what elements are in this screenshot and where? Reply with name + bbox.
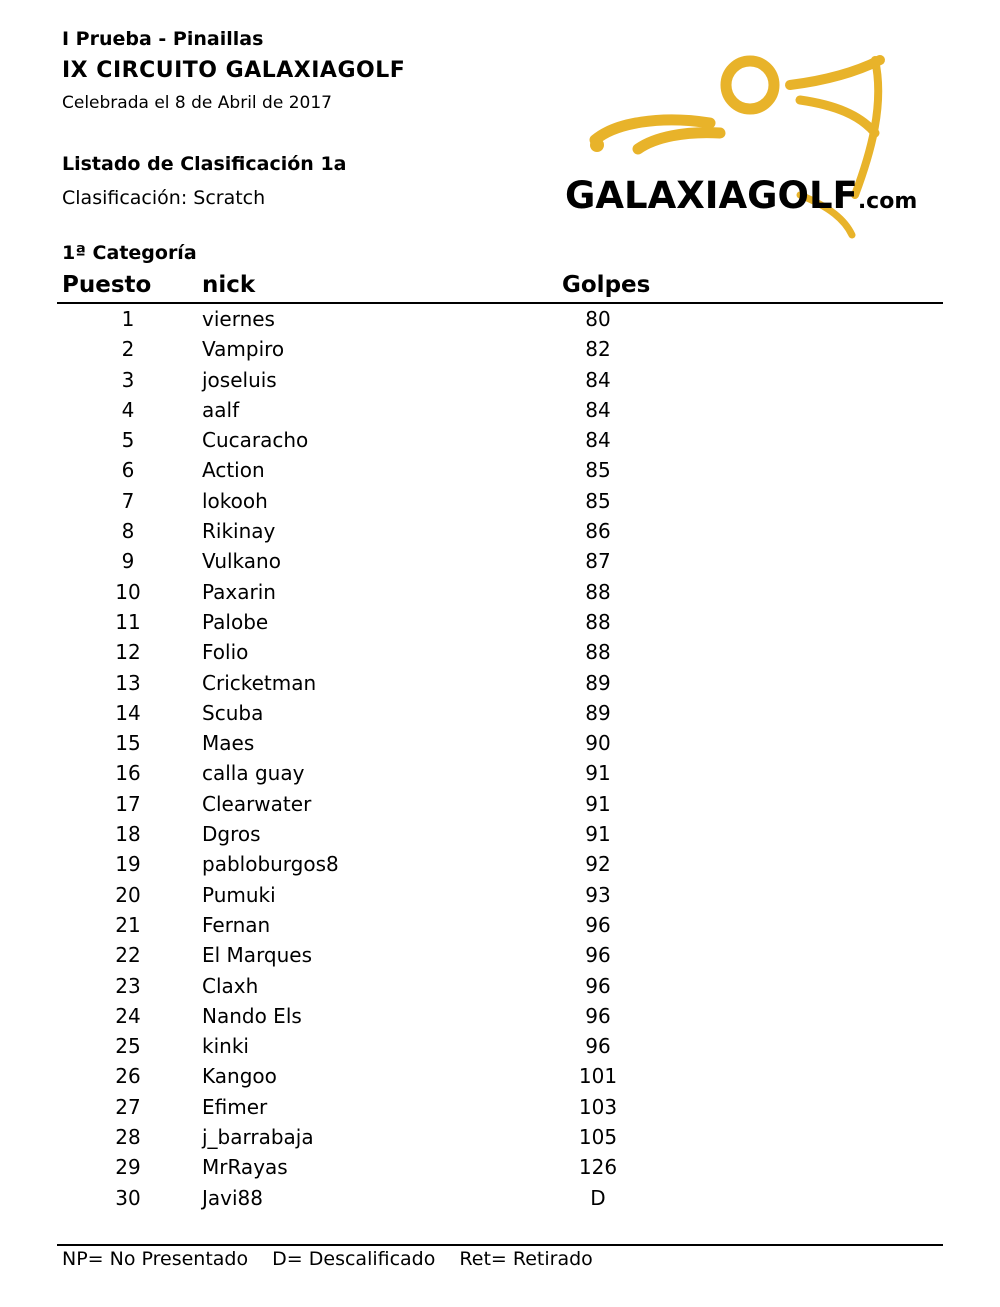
cell-nick: joseluis xyxy=(202,367,277,392)
cell-nick: Vulkano xyxy=(202,549,281,574)
cell-nick: Efimer xyxy=(202,1094,268,1119)
logo-text: GALAXIAGOLF.com xyxy=(565,174,918,217)
cell-nick: calla guay xyxy=(202,761,305,786)
cell-nick: Fernan xyxy=(202,912,271,937)
cell-puesto: 22 xyxy=(115,943,141,968)
cell-golpes: 103 xyxy=(578,1094,618,1119)
table-row xyxy=(0,881,1000,911)
table-row xyxy=(0,850,1000,880)
classification-type: Clasificación: Scratch xyxy=(62,187,266,209)
table-row xyxy=(0,759,1000,789)
cell-puesto: 19 xyxy=(115,852,141,877)
cell-golpes: 96 xyxy=(585,1003,611,1028)
cell-nick: Folio xyxy=(202,640,249,665)
cell-golpes: 80 xyxy=(585,307,611,331)
table-row xyxy=(0,1002,1000,1032)
cell-golpes: 88 xyxy=(585,640,611,665)
cell-golpes: 105 xyxy=(578,1125,618,1150)
cell-golpes: 126 xyxy=(578,1155,618,1180)
table-row xyxy=(0,699,1000,729)
cell-golpes: 82 xyxy=(585,337,611,362)
table-row xyxy=(0,1062,1000,1092)
cell-puesto: 29 xyxy=(115,1155,141,1180)
cell-puesto: 11 xyxy=(115,609,141,634)
table-row xyxy=(0,790,1000,820)
results-table xyxy=(0,305,1000,1214)
cell-nick: viernes xyxy=(202,307,275,331)
column-header-nick: nick xyxy=(202,272,256,298)
legend-d: D= Descalificado xyxy=(272,1248,436,1270)
table-row xyxy=(0,366,1000,396)
cell-golpes: 91 xyxy=(585,822,611,847)
cell-nick: Kangoo xyxy=(202,1064,277,1089)
cell-puesto: 24 xyxy=(115,1003,141,1028)
cell-puesto: 6 xyxy=(121,458,135,483)
cell-golpes: 96 xyxy=(585,1034,611,1059)
footer-divider xyxy=(57,1244,943,1246)
cell-puesto: 1 xyxy=(121,307,135,331)
cell-puesto: 17 xyxy=(115,791,141,816)
event-name: I Prueba - Pinaillas xyxy=(62,28,264,50)
table-row xyxy=(0,1184,1000,1214)
cell-nick: Palobe xyxy=(202,609,269,634)
cell-golpes: 93 xyxy=(585,882,611,907)
cell-nick: Dgros xyxy=(202,822,261,847)
cell-puesto: 26 xyxy=(115,1064,141,1089)
cell-nick: Vampiro xyxy=(202,337,285,362)
table-row xyxy=(0,1093,1000,1123)
circuit-title: IX CIRCUITO GALAXIAGOLF xyxy=(62,58,406,83)
cell-puesto: 28 xyxy=(115,1125,141,1150)
table-row xyxy=(0,456,1000,486)
cell-nick: MrRayas xyxy=(202,1155,288,1180)
table-row xyxy=(0,335,1000,365)
cell-golpes: D xyxy=(590,1185,606,1210)
cell-nick: pabloburgos8 xyxy=(202,852,339,877)
table-row xyxy=(0,517,1000,547)
cell-golpes: 89 xyxy=(585,670,611,695)
table-row xyxy=(0,820,1000,850)
cell-nick: Maes xyxy=(202,731,255,756)
cell-golpes: 96 xyxy=(585,943,611,968)
cell-nick: Nando Els xyxy=(202,1003,302,1028)
listing-title: Listado de Clasificación 1a xyxy=(62,153,347,175)
column-header-puesto: Puesto xyxy=(62,272,152,298)
cell-puesto: 27 xyxy=(115,1094,141,1119)
cell-nick: kinki xyxy=(202,1034,249,1059)
galaxiagolf-logo xyxy=(560,45,960,240)
cell-puesto: 4 xyxy=(121,397,135,422)
table-row xyxy=(0,305,1000,335)
cell-golpes: 88 xyxy=(585,579,611,604)
table-row xyxy=(0,1153,1000,1183)
cell-puesto: 20 xyxy=(115,882,141,907)
cell-nick: aalf xyxy=(202,397,240,422)
table-row xyxy=(0,638,1000,668)
table-row xyxy=(0,1123,1000,1153)
legend xyxy=(62,1248,611,1270)
cell-golpes: 101 xyxy=(578,1064,618,1089)
cell-puesto: 5 xyxy=(121,428,135,453)
cell-puesto: 18 xyxy=(115,822,141,847)
cell-nick: Paxarin xyxy=(202,579,276,604)
cell-puesto: 23 xyxy=(115,973,141,998)
cell-puesto: 2 xyxy=(121,337,135,362)
cell-puesto: 7 xyxy=(121,488,135,513)
cell-nick: Cricketman xyxy=(202,670,317,695)
legend-ret: Ret= Retirado xyxy=(459,1248,593,1270)
cell-golpes: 89 xyxy=(585,700,611,725)
cell-puesto: 21 xyxy=(115,912,141,937)
column-header-golpes: Golpes xyxy=(562,272,651,298)
legend-np: NP= No Presentado xyxy=(62,1248,249,1270)
cell-puesto: 9 xyxy=(121,549,135,574)
table-row xyxy=(0,426,1000,456)
cell-nick: Clearwater xyxy=(202,791,312,816)
table-row xyxy=(0,669,1000,699)
cell-puesto: 25 xyxy=(115,1034,141,1059)
cell-puesto: 14 xyxy=(115,700,141,725)
cell-golpes: 92 xyxy=(585,852,611,877)
table-row xyxy=(0,608,1000,638)
cell-golpes: 91 xyxy=(585,791,611,816)
cell-golpes: 85 xyxy=(585,488,611,513)
cell-nick: Claxh xyxy=(202,973,259,998)
cell-puesto: 15 xyxy=(115,731,141,756)
cell-puesto: 12 xyxy=(115,640,141,665)
cell-golpes: 96 xyxy=(585,912,611,937)
cell-nick: Scuba xyxy=(202,700,264,725)
cell-golpes: 84 xyxy=(585,367,611,392)
cell-golpes: 88 xyxy=(585,609,611,634)
cell-puesto: 16 xyxy=(115,761,141,786)
cell-nick: El Marques xyxy=(202,943,313,968)
cell-nick: Rikinay xyxy=(202,519,276,544)
cell-golpes: 84 xyxy=(585,428,611,453)
cell-nick: j_barrabaja xyxy=(202,1125,314,1150)
table-row xyxy=(0,1032,1000,1062)
cell-nick: lokooh xyxy=(202,488,268,513)
cell-puesto: 10 xyxy=(115,579,141,604)
cell-golpes: 85 xyxy=(585,458,611,483)
table-row xyxy=(0,972,1000,1002)
cell-golpes: 90 xyxy=(585,731,611,756)
cell-puesto: 8 xyxy=(121,519,135,544)
category-title: 1ª Categoría xyxy=(62,242,197,264)
table-row xyxy=(0,911,1000,941)
table-row xyxy=(0,729,1000,759)
table-row xyxy=(0,396,1000,426)
cell-golpes: 91 xyxy=(585,761,611,786)
table-row xyxy=(0,547,1000,577)
cell-puesto: 13 xyxy=(115,670,141,695)
table-row xyxy=(0,941,1000,971)
header-divider xyxy=(57,302,943,304)
cell-golpes: 87 xyxy=(585,549,611,574)
cell-golpes: 96 xyxy=(585,973,611,998)
cell-golpes: 84 xyxy=(585,397,611,422)
cell-nick: Javi88 xyxy=(202,1185,263,1210)
cell-nick: Action xyxy=(202,458,265,483)
cell-puesto: 3 xyxy=(121,367,135,392)
cell-nick: Cucaracho xyxy=(202,428,309,453)
table-row xyxy=(0,487,1000,517)
cell-puesto: 30 xyxy=(115,1185,141,1210)
table-row xyxy=(0,578,1000,608)
event-date: Celebrada el 8 de Abril de 2017 xyxy=(62,93,332,113)
cell-nick: Pumuki xyxy=(202,882,276,907)
cell-golpes: 86 xyxy=(585,519,611,544)
